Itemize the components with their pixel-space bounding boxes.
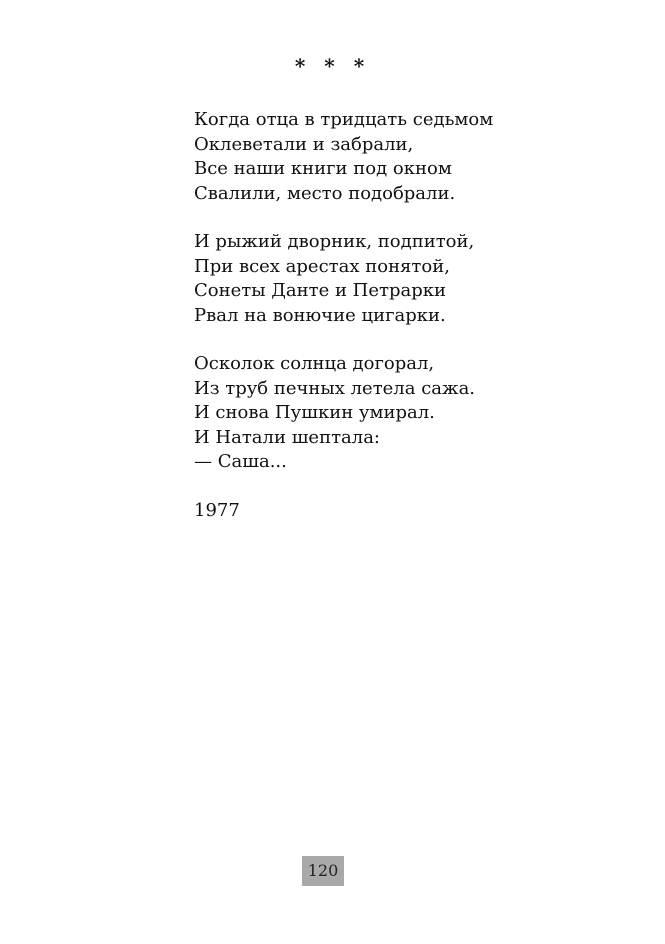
section-ornament: * * * [294, 54, 371, 78]
poem-line: Осколок солнца догорал, [194, 353, 435, 374]
poem-line: И снова Пушкин умирал. [194, 402, 435, 423]
stanza-3 [194, 352, 614, 475]
poem-line: И рыжий дворник, подпитой, [194, 231, 475, 252]
poem-line: — Саша... [194, 451, 287, 472]
poem-line: При всех арестах понятой, [194, 255, 450, 277]
poem-line: Рвал на вонючие цигарки. [194, 304, 446, 326]
poem-year: 1977 [194, 499, 240, 521]
poem-line: Из труб печных летела сажа. [194, 377, 476, 399]
poem [194, 108, 614, 523]
page-number: 120 [302, 856, 344, 886]
stanza-2 [194, 230, 614, 328]
poem-line: Когда отца в тридцать седьмом [194, 109, 494, 130]
poem-line: Свалили, место подобрали. [194, 182, 456, 204]
poem-line: Оклеветали и забрали, [194, 133, 414, 155]
poem-line: И Натали шептала: [194, 426, 380, 448]
poem-line: Все наши книги под окном [194, 158, 452, 179]
stanza-1 [194, 108, 614, 206]
poem-line: Сонеты Данте и Петрарки [194, 280, 447, 301]
